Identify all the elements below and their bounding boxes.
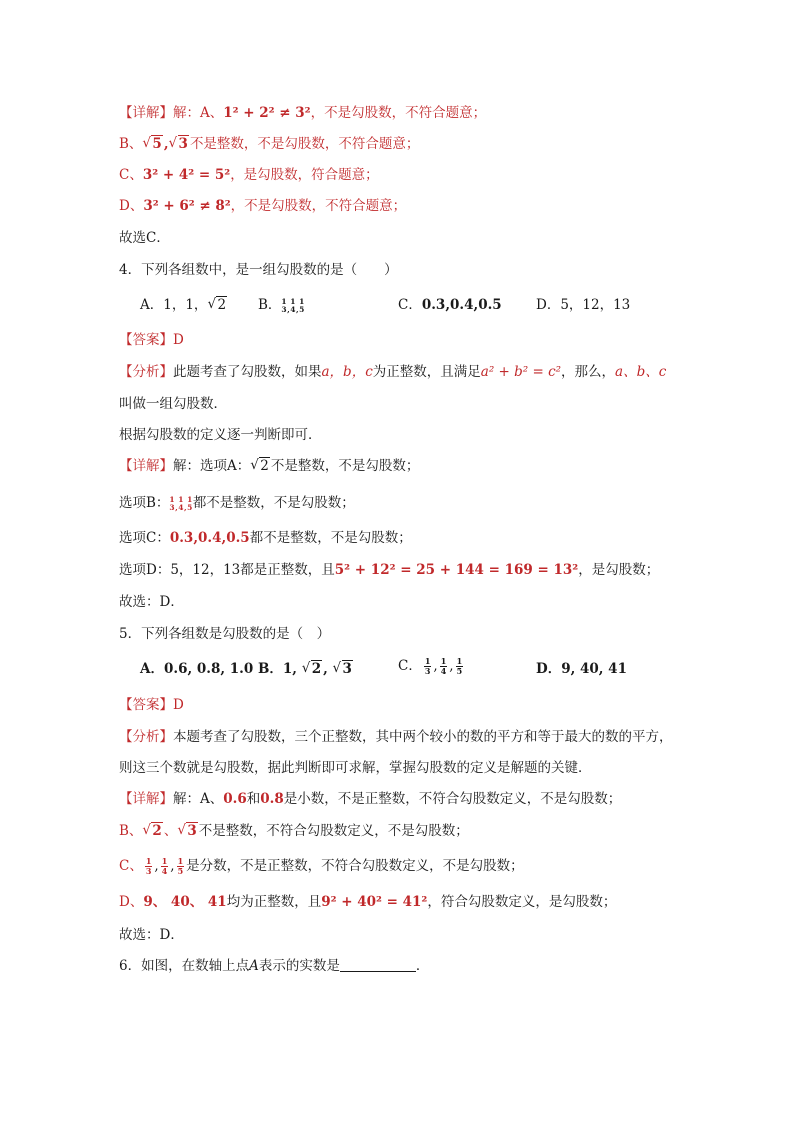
sqrt-3: √ 3: [177, 821, 197, 841]
q4-conclusion: 故选：D．: [119, 594, 184, 610]
text: D、: [119, 894, 144, 910]
q4-answer: [119, 330, 184, 350]
text: 是分数，不是正整数，不符合勾股数定义，不是勾股数；: [186, 858, 524, 874]
q4-option-a: [140, 295, 228, 315]
q4-option-b: [258, 295, 305, 315]
text: 不是整数，不是勾股数，不符合题意；: [189, 136, 420, 152]
text: 解：A、: [173, 791, 224, 807]
sqrt-5: √ 5: [142, 134, 162, 154]
text: B、: [119, 136, 143, 152]
answer-value: D: [173, 332, 184, 348]
text: 、: [163, 823, 178, 839]
frac-1-4: $\frac{1}{4}$: [161, 856, 168, 876]
q4-analysis-1: [119, 362, 666, 382]
answer-value: D: [173, 697, 184, 713]
sqrt-2: √ 2: [207, 295, 227, 315]
q5-conclusion: 故选：D．: [119, 927, 184, 943]
question-5-stem: 5．下列各组数是勾股数的是（ ）: [119, 626, 331, 642]
value: 0.6: [223, 791, 247, 807]
answer-tag: 【答案】: [119, 332, 173, 348]
text: 均为正整数，且: [226, 894, 322, 910]
question-6-stem: [119, 956, 429, 976]
q4-option-c: [398, 295, 502, 315]
text: ，符合勾股数定义，是勾股数；: [427, 894, 617, 910]
text: B、: [119, 823, 143, 839]
q5-option-b: B．1, √ 2 , √ 3: [258, 659, 354, 679]
text: 本题考查了勾股数，三个正整数，其中两个较小的数的平方和等于最大的数的平方，: [173, 729, 673, 745]
text: 选项C：: [119, 530, 170, 546]
math-expr: 9² + 40² = 41²: [321, 894, 428, 910]
text: 选项B：: [119, 495, 170, 511]
analysis-tag: 【分析】: [119, 364, 173, 380]
text: 和: [246, 791, 261, 807]
q4-option-d: D．5，12，13: [536, 297, 631, 313]
text: ，那么，: [561, 364, 616, 380]
q4-detail-4: [119, 560, 659, 580]
q5-detail-2: [119, 821, 469, 841]
text: C、: [119, 858, 143, 874]
frac-1-5: $\frac{1}{5}$: [456, 656, 463, 676]
detail-line-b: B、 √ 5 , √ 3 不是整数，不是勾股数，不符合题意；: [119, 134, 419, 154]
math-expr: 3² + 4² = 5²: [142, 167, 231, 183]
q5-analysis-2: 则这三个数就是勾股数，据此判断即可求解，掌握勾股数的定义是解题的关键．: [119, 760, 592, 776]
text: 不是整数，不符合勾股数定义，不是勾股数；: [198, 823, 469, 839]
answer-blank[interactable]: [340, 957, 416, 972]
detail-tag: 【详解】: [119, 105, 173, 121]
text: 都不是整数，不是勾股数；: [249, 530, 412, 546]
var: A: [249, 958, 259, 974]
text: ．: [415, 958, 430, 974]
q4-analysis-2: 叫做一组勾股数．: [119, 396, 227, 412]
fractions: 1 1 1 3,4,5: [169, 494, 193, 512]
q4-detail-1: [119, 456, 419, 476]
fractions: 1 1 1 3,4,5: [281, 296, 305, 314]
analysis-tag: 【分析】: [119, 729, 173, 745]
q5-option-d: D．9, 40, 41: [536, 661, 627, 677]
question-4-stem: 4．下列各组数中，是一组勾股数的是（ ）: [119, 262, 398, 278]
q4-analysis-3: 根据勾股数的定义逐一判断即可．: [119, 427, 322, 443]
conclusion: 故选C．: [119, 230, 170, 246]
q5-answer: [119, 695, 184, 715]
math-expr: a² + b² = c²: [480, 364, 562, 380]
text: 为正整数，且满足: [372, 364, 481, 380]
detail-tag: 【详解】: [119, 791, 173, 807]
text: 此题考查了勾股数，如果: [173, 364, 322, 380]
sqrt-2: √ 2: [142, 821, 162, 841]
text: 是小数，不是正整数，不符合勾股数定义，不是勾股数；: [283, 791, 622, 807]
text: ，是勾股数；: [578, 562, 660, 578]
text: B．1,: [258, 661, 298, 677]
detail-line-a: [119, 103, 486, 123]
q4-detail-3: [119, 528, 412, 548]
detail-line-d: [119, 196, 406, 216]
text: C、: [119, 167, 143, 183]
q5-option-c: C． $\frac{1}{3}$ , $\frac{1}{4}$ , $\frac{1}{5}$: [398, 656, 463, 676]
math-expr: 1² + 2² ≠ 3²: [223, 105, 311, 121]
sqrt-3: √ 3: [333, 659, 353, 679]
text: 解：选项A：: [173, 458, 251, 474]
q5-detail-1: [119, 789, 621, 809]
values: 0.3,0.4,0.5: [169, 530, 250, 546]
value: 0.8: [260, 791, 284, 807]
q5-analysis-1: [119, 727, 673, 747]
text: ，不是勾股数，不符合题意；: [310, 105, 487, 121]
frac-1-5: $\frac{1}{5}$: [177, 856, 184, 876]
text: 表示的实数是: [258, 958, 340, 974]
answer-tag: 【答案】: [119, 697, 173, 713]
text: B．: [258, 297, 282, 313]
math-expr: 3² + 6² ≠ 8²: [143, 198, 231, 214]
q4-detail-2: [119, 493, 355, 513]
text: ，不是勾股数，不符合题意；: [230, 198, 407, 214]
q5-option-a: A．0.6, 0.8, 1.0: [140, 661, 254, 677]
detail-tag: 【详解】: [119, 458, 173, 474]
math-expr: 5² + 12² = 25 + 144 = 169 = 13²: [334, 562, 579, 578]
text: 选项D：5，12，13都是正整数，且: [119, 562, 335, 578]
text: A．1，1，: [140, 297, 208, 313]
frac-1-3: $\frac{1}{3}$: [424, 656, 431, 676]
text: 都不是整数，不是勾股数；: [192, 495, 355, 511]
frac-1-3: $\frac{1}{3}$: [145, 856, 152, 876]
values: 0.3,0.4,0.5: [421, 297, 502, 313]
text: D、: [119, 198, 144, 214]
text: 6．如图，在数轴上点: [119, 958, 250, 974]
q5-detail-3: C、 $\frac{1}{3}$ , $\frac{1}{4}$ , $\frac{1}{5}$ 是分数，不是正整数，不符合勾股数定义，不是勾股数；: [119, 856, 524, 876]
detail-line-c: [119, 165, 379, 185]
sqrt-2: √ 2: [302, 659, 322, 679]
sqrt-3: √ 3: [169, 134, 189, 154]
text: C．: [398, 297, 422, 313]
text: 解：A、: [173, 105, 224, 121]
q5-detail-4: [119, 892, 616, 912]
text: 不是整数，不是勾股数；: [270, 458, 420, 474]
sqrt-2: √ 2: [250, 456, 270, 476]
vars: a、b、c: [615, 364, 667, 380]
frac-1-4: $\frac{1}{4}$: [440, 656, 447, 676]
values: 9、 40、 41: [143, 894, 227, 910]
text: C．: [398, 658, 422, 674]
text: ，是勾股数，符合题意；: [230, 167, 379, 183]
vars: a，b，c: [321, 364, 373, 380]
